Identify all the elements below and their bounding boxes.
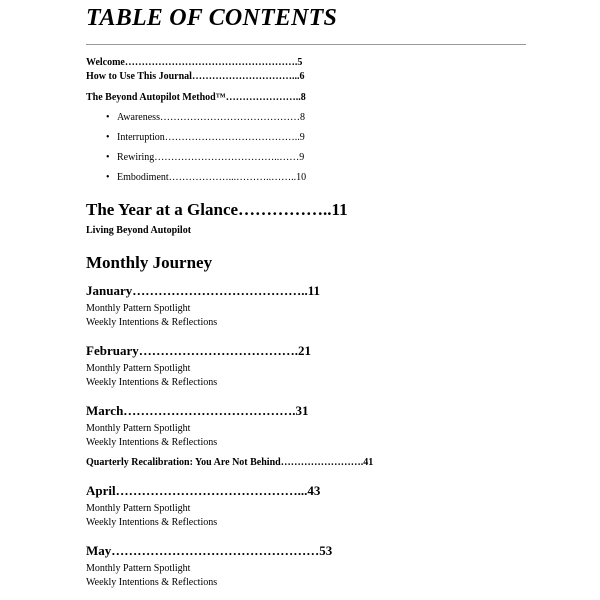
toc-sub-weekly: Weekly Intentions & Reflections (86, 437, 218, 448)
title-divider (86, 44, 526, 45)
toc-entry-january[interactable]: January…………………………………..11 (86, 283, 321, 298)
toc-sub-pattern: Monthly Pattern Spotlight (86, 303, 191, 314)
toc-entry-rewiring[interactable]: Rewiring………………………………..……9 (117, 152, 305, 163)
section-heading-monthly: Monthly Journey (86, 253, 213, 272)
toc-entry-welcome[interactable]: Welcome…………………………………………….5 (86, 57, 303, 68)
toc-entry-embodiment[interactable]: Embodiment………………...………..……..10 (117, 172, 307, 183)
toc-entry-awareness[interactable]: Awareness……………………………………8 (117, 112, 305, 123)
toc-subtitle-living-beyond: Living Beyond Autopilot (86, 225, 192, 236)
toc-entry-april[interactable]: April……………………………………...43 (86, 483, 321, 498)
toc-sub-pattern: Monthly Pattern Spotlight (86, 563, 191, 574)
toc-entry-quarterly[interactable]: Quarterly Recalibration: You Are Not Behind…………………….41 (86, 457, 374, 468)
page-title: TABLE OF CONTENTS (86, 5, 338, 31)
toc-entry-year-at-a-glance[interactable]: The Year at a Glance……………..11 (86, 200, 348, 219)
toc-sub-pattern: Monthly Pattern Spotlight (86, 423, 191, 434)
toc-sub-weekly: Weekly Intentions & Reflections (86, 517, 218, 528)
toc-entry-march[interactable]: March………………………………….31 (86, 403, 309, 418)
bullet-icon: • (106, 112, 110, 123)
bullet-icon: • (106, 172, 110, 183)
toc-entry-february[interactable]: February……………………………….21 (86, 343, 311, 358)
toc-sub-pattern: Monthly Pattern Spotlight (86, 503, 191, 514)
toc-entry-how-to-use[interactable]: How to Use This Journal…………………………...6 (86, 71, 305, 82)
toc-entry-method[interactable]: The Beyond Autopilot Method™…………………..8 (86, 92, 306, 103)
toc-entry-interruption[interactable]: Interruption…………………………………..9 (117, 132, 305, 143)
toc-sub-weekly: Weekly Intentions & Reflections (86, 317, 218, 328)
bullet-icon: • (106, 152, 110, 163)
toc-sub-weekly: Weekly Intentions & Reflections (86, 377, 218, 388)
toc-entry-may[interactable]: May…………………………………………53 (86, 543, 333, 558)
bullet-icon: • (106, 132, 110, 143)
toc-sub-weekly: Weekly Intentions & Reflections (86, 577, 218, 588)
toc-sub-pattern: Monthly Pattern Spotlight (86, 363, 191, 374)
